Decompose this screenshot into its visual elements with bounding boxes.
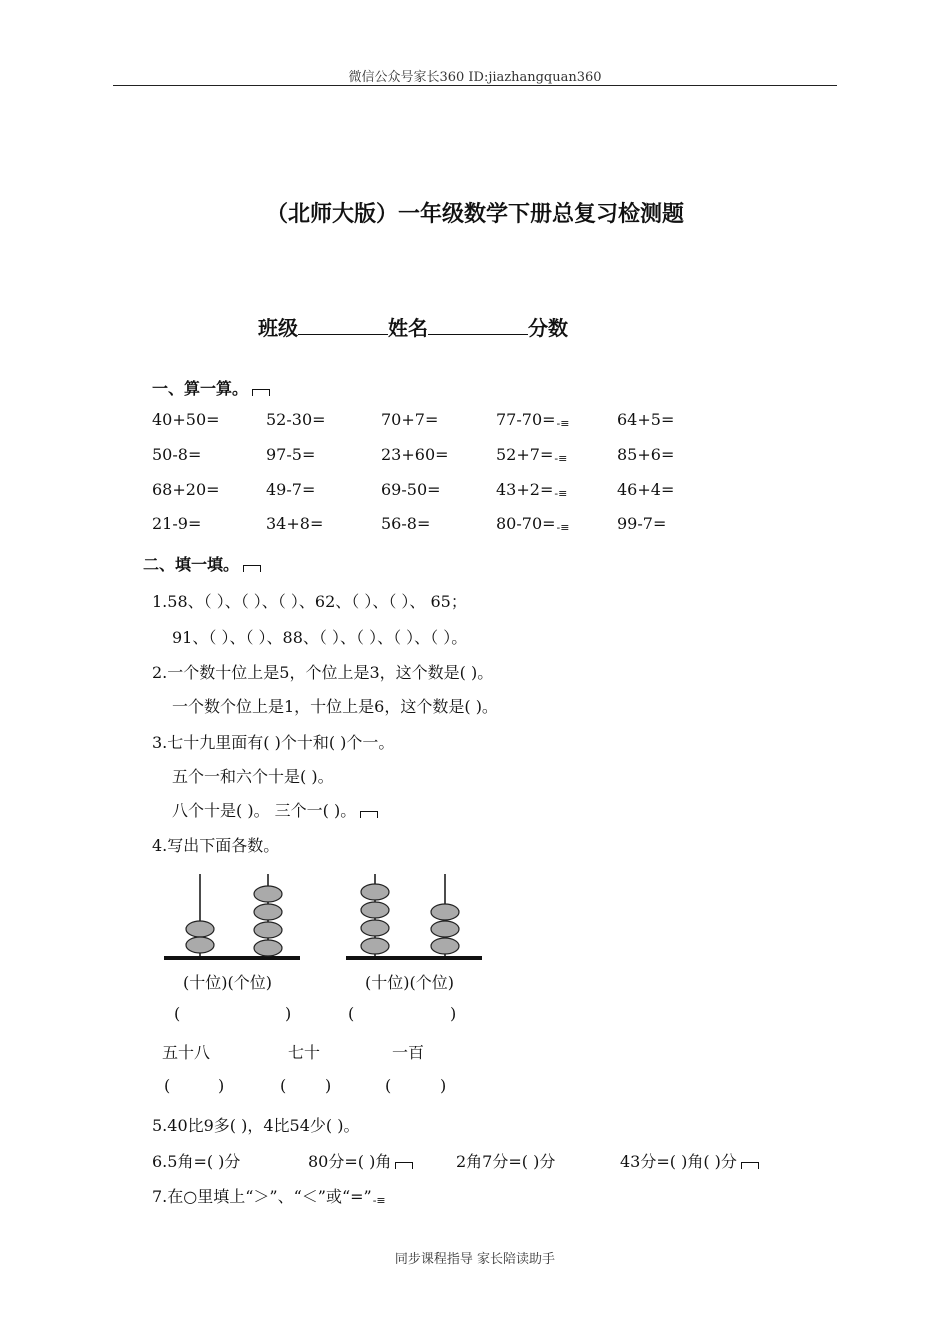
calc-problem [496, 514, 569, 534]
handwritten-mark-icon [395, 1162, 413, 1169]
word-number: 五十八 [162, 1043, 211, 1062]
calc-problem [152, 445, 201, 464]
equals-mark-icon: -≡ [372, 1194, 386, 1207]
tens-beads [186, 921, 214, 953]
answer-paren[interactable]: ) [218, 1076, 225, 1095]
q6-b: 80分=( )角 [308, 1149, 413, 1172]
answer-paren[interactable]: ( [280, 1076, 287, 1095]
calc-problem [266, 445, 315, 464]
name-label: 姓名 [388, 316, 428, 340]
calc-expression: 40+50= [152, 410, 220, 429]
calc-expression: 49-7= [266, 480, 316, 499]
calc-expression: 23+60= [381, 445, 449, 464]
calc-expression: 52-30= [266, 410, 326, 429]
calc-problem [381, 480, 441, 499]
calc-expression: 68+20= [152, 480, 220, 499]
calc-problem [266, 514, 323, 533]
class-label: 班级 [258, 316, 298, 340]
calc-expression: 69-50= [381, 480, 441, 499]
equals-mark-icon: -≡ [554, 487, 568, 500]
calc-problem [152, 410, 220, 429]
calc-expression: 85+6= [617, 445, 675, 464]
calc-problem [266, 410, 326, 429]
abacus-label-1: (十位)(个位) [183, 973, 272, 992]
q4-title: 4.写出下面各数。 [152, 836, 280, 855]
page-header: 微信公众号家长360 ID:jiazhangquan360 [348, 70, 602, 85]
calc-expression: 80-70= [496, 514, 556, 533]
q3-line1: 3.七十九里面有( )个十和( )个一。 [152, 733, 395, 752]
answer-paren[interactable]: ) [285, 1004, 292, 1023]
calc-problem [617, 445, 674, 464]
page-footer: 同步课程指导 家长陪读助手 [394, 1252, 556, 1267]
equals-mark-icon: -≡ [556, 521, 570, 534]
class-blank[interactable] [298, 314, 388, 335]
handwritten-mark-icon [360, 811, 378, 818]
q1-line2: 91、（ ）、（ ）、88、（ ）、（ ）、（ ）、（ ）。 [172, 628, 468, 647]
handwritten-mark-icon [252, 389, 270, 396]
q2-line1: 2.一个数十位上是5，个位上是3，这个数是( )。 [152, 663, 494, 682]
calc-problem [381, 410, 438, 429]
calc-problem [152, 480, 220, 499]
answer-paren[interactable]: ) [325, 1076, 332, 1095]
page-title: （北师大版）一年级数学下册总复习检测题 [265, 202, 684, 227]
name-blank[interactable] [428, 314, 528, 335]
q3-line3: 八个十是( )。 三个一( )。 [172, 798, 378, 821]
abacus-base [346, 956, 482, 960]
header-rule [113, 85, 837, 86]
abacus-second [346, 874, 482, 960]
calc-problem [617, 480, 674, 499]
handwritten-mark-icon [741, 1162, 759, 1169]
abacus-base [164, 956, 300, 960]
calc-expression: 70+7= [381, 410, 439, 429]
q3-line2: 五个一和六个十是( )。 [172, 767, 334, 786]
calc-problem [152, 514, 201, 533]
score-label: 分数 [528, 316, 568, 340]
q6-d: 43分=( )角( )分 [620, 1149, 759, 1172]
calc-problem [617, 410, 674, 429]
calc-problem [496, 480, 567, 500]
calc-problem [617, 514, 666, 533]
calc-expression: 77-70= [496, 410, 556, 429]
calc-expression: 21-9= [152, 514, 202, 533]
calc-problem [381, 445, 449, 464]
calc-expression: 46+4= [617, 480, 675, 499]
calc-expression: 43+2= [496, 480, 554, 499]
q6-c: 2角7分=( )分 [456, 1152, 556, 1171]
abacus-label-2: (十位)(个位) [365, 973, 454, 992]
calc-expression: 52+7= [496, 445, 554, 464]
calc-expression: 34+8= [266, 514, 324, 533]
calc-expression: 64+5= [617, 410, 675, 429]
q1-line1: 1.58、（ ）、（ ）、（ ）、62、（ ）、（ ）、 65； [152, 592, 467, 611]
answer-paren[interactable]: ) [440, 1076, 447, 1095]
calc-expression: 56-8= [381, 514, 431, 533]
section2-heading: 二、填一填。 [143, 552, 261, 575]
calc-expression: 97-5= [266, 445, 316, 464]
calc-problem [266, 480, 315, 499]
section1-heading: 一、算一算。 [152, 376, 270, 399]
abacus-58 [164, 874, 300, 960]
q5: 5.40比9多( )，4比54少( )。 [152, 1116, 360, 1135]
q2-line2: 一个数个位上是1，十位上是6，这个数是( )。 [172, 697, 498, 716]
answer-paren[interactable]: ( [385, 1076, 392, 1095]
q7: 7.在○里填上“＞”、“＜”或“=”-≡ [152, 1187, 386, 1207]
abacus-figures [160, 868, 490, 968]
word-number: 七十 [288, 1043, 321, 1062]
answer-paren[interactable]: ) [450, 1004, 457, 1023]
calc-expression: 99-7= [617, 514, 667, 533]
calc-problem [381, 514, 430, 533]
ones-beads [431, 904, 459, 954]
answer-paren[interactable]: ( [164, 1076, 171, 1095]
calc-expression: 50-8= [152, 445, 202, 464]
answer-paren[interactable]: ( [348, 1004, 355, 1023]
q6-a: 6.5角=( )分 [152, 1152, 241, 1171]
word-number: 一百 [392, 1043, 425, 1062]
equals-mark-icon: -≡ [554, 452, 568, 465]
calc-problem [496, 410, 569, 430]
answer-paren[interactable]: ( [174, 1004, 181, 1023]
equals-mark-icon: -≡ [556, 417, 570, 430]
handwritten-mark-icon [243, 565, 261, 572]
calc-problem [496, 445, 567, 465]
student-info [258, 312, 568, 341]
